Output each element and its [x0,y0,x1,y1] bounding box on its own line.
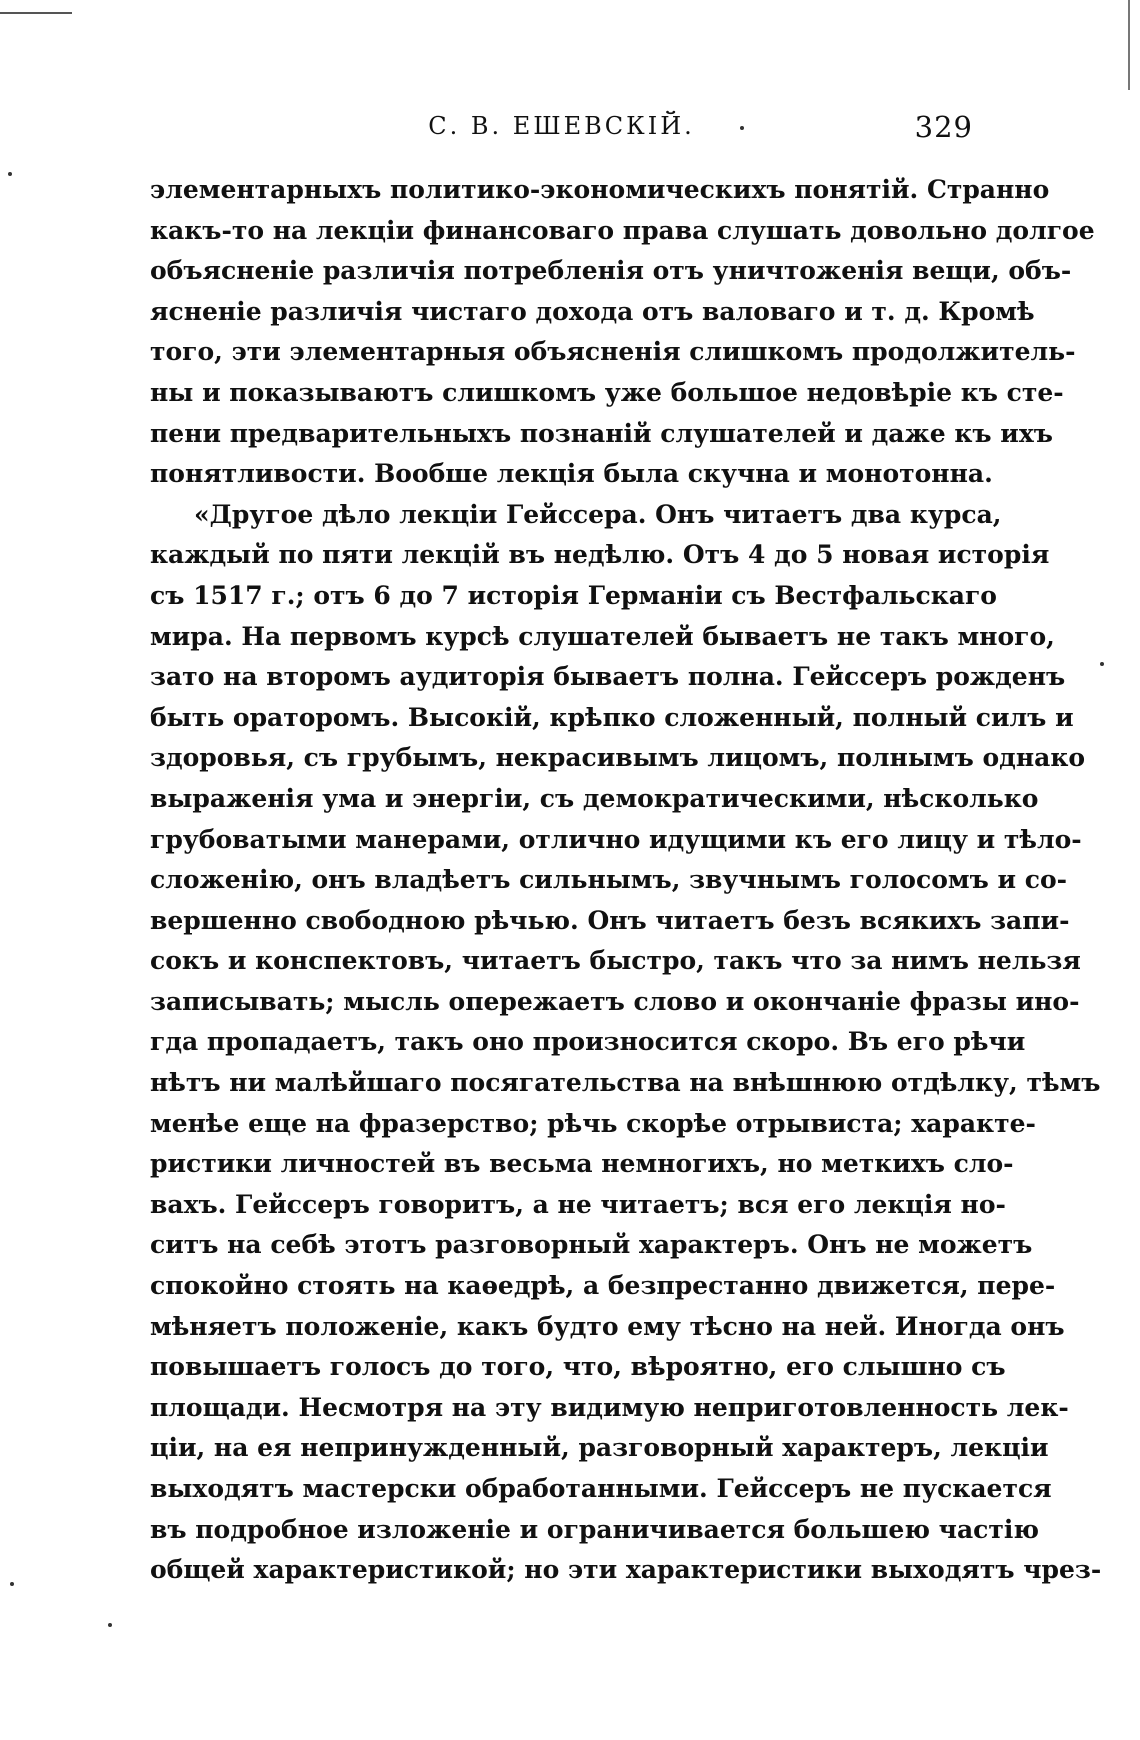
text-line: выраженія ума и энергіи, съ демократическими, нѣсколько [150,783,1039,813]
text-line: мира. На первомъ курсѣ слушателей бываетъ не такъ много, [150,621,1055,651]
text-line: ціи, на ея непринужденный, разговорный характеръ, лекціи [150,1433,1049,1463]
text-line: элементарныхъ политико-экономическихъ понятій. Странно [150,175,1050,204]
text-line: вершенно свободною рѣчью. Онъ читаетъ безъ всякихъ запи- [150,905,1070,935]
scan-speck [108,1623,112,1627]
page-header [150,112,973,152]
scan-speck [1100,662,1104,666]
paragraph-start-line: «Другое дѣло лекціи Гейссера. Онъ читаетъ два курса, [194,499,1002,529]
scan-speck [10,1582,14,1586]
text-line: нѣтъ ни малѣйшаго посягательства на внѣшнюю отдѣлку, тѣмъ [150,1068,1101,1098]
text-line: каждый по пяти лекцій въ недѣлю. Отъ 4 до 5 новая исторія [150,540,1050,570]
text-line: съ 1517 г.; отъ 6 до 7 исторія Германіи съ Вестфальскаго [150,580,997,610]
page-number: 329 [914,110,973,144]
text-line: въ подробное изложеніе и ограничивается большею частію [150,1514,1040,1544]
text-line: выходятъ мастерски обработанными. Гейссеръ не пускается [150,1474,1052,1503]
text-line: ситъ на себѣ этотъ разговорный характеръ. Онъ не можетъ [150,1230,1033,1260]
text-line: записывать; мысль опережаетъ слово и окончаніе фразы ино- [150,986,1080,1016]
text-line: здоровья, съ грубымъ, некрасивымъ лицомъ, полнымъ однако [150,743,1086,773]
text-line: площади. Несмотря на эту видимую неприготовленность лек- [150,1392,1069,1422]
text-line: гда пропадаетъ, такъ оно произносится скоро. Въ его рѣчи [150,1027,1026,1057]
text-line: ристики личностей въ весьма немногихъ, но меткихъ сло- [150,1149,1014,1179]
text-line: ясненіе различія чистаго дохода отъ валоваго и т. д. Кромѣ [150,296,1035,326]
text-line: спокойно стоять на каѳедрѣ, а безпрестанно движется, пере- [150,1271,1056,1301]
text-line: какъ-то на лекціи финансоваго права слушать довольно долгое [150,215,1095,245]
running-head: С. В. ЕШЕВСКІЙ. [428,112,695,140]
text-line: грубоватыми манерами, отлично идущими къ его лицу и тѣло- [150,824,1082,854]
top-left-rule [0,12,72,14]
text-line: ны и показываютъ слишкомъ уже большое недовѣріе къ сте- [150,377,1064,407]
text-line: того, эти элементарныя объясненія слишкомъ продолжитель- [150,337,1076,367]
text-line: мѣняетъ положеніе, какъ будто ему тѣсно на ней. Иногда онъ [150,1311,1065,1341]
text-line: сложенію, онъ владѣетъ сильнымъ, звучнымъ голосомъ и со- [150,865,1067,895]
text-line: повышаетъ голосъ до того, что, вѣроятно, его слышно съ [150,1352,1006,1382]
text-line: вахъ. Гейссеръ говоритъ, а не читаетъ; вся его лекція но- [150,1189,1006,1219]
body-text [150,170,1102,1591]
scan-speck [740,126,744,130]
scan-speck [8,172,12,176]
text-line: зато на второмъ аудиторія бываетъ полна. Гейссеръ рожденъ [150,662,1066,692]
text-line: объясненіе различія потребленія отъ уничтоженія вещи, объ- [150,256,1072,286]
text-line: общей характеристикой; но эти характеристики выходятъ чрез- [150,1555,1102,1585]
text-line: пени предварительныхъ познаній слушателей и даже къ ихъ [150,418,1053,448]
scan-edge-line [1128,0,1130,90]
text-line: менѣе еще на фразерство; рѣчь скорѣе отрывиста; характе- [150,1108,1036,1138]
text-line: сокъ и конспектовъ, читаетъ быстро, такъ что за нимъ нельзя [150,946,1081,976]
text-line: быть ораторомъ. Высокій, крѣпко сложенный, полный силъ и [150,702,1074,732]
text-line: понятливости. Вообше лекція была скучна и монотонна. [150,459,993,489]
